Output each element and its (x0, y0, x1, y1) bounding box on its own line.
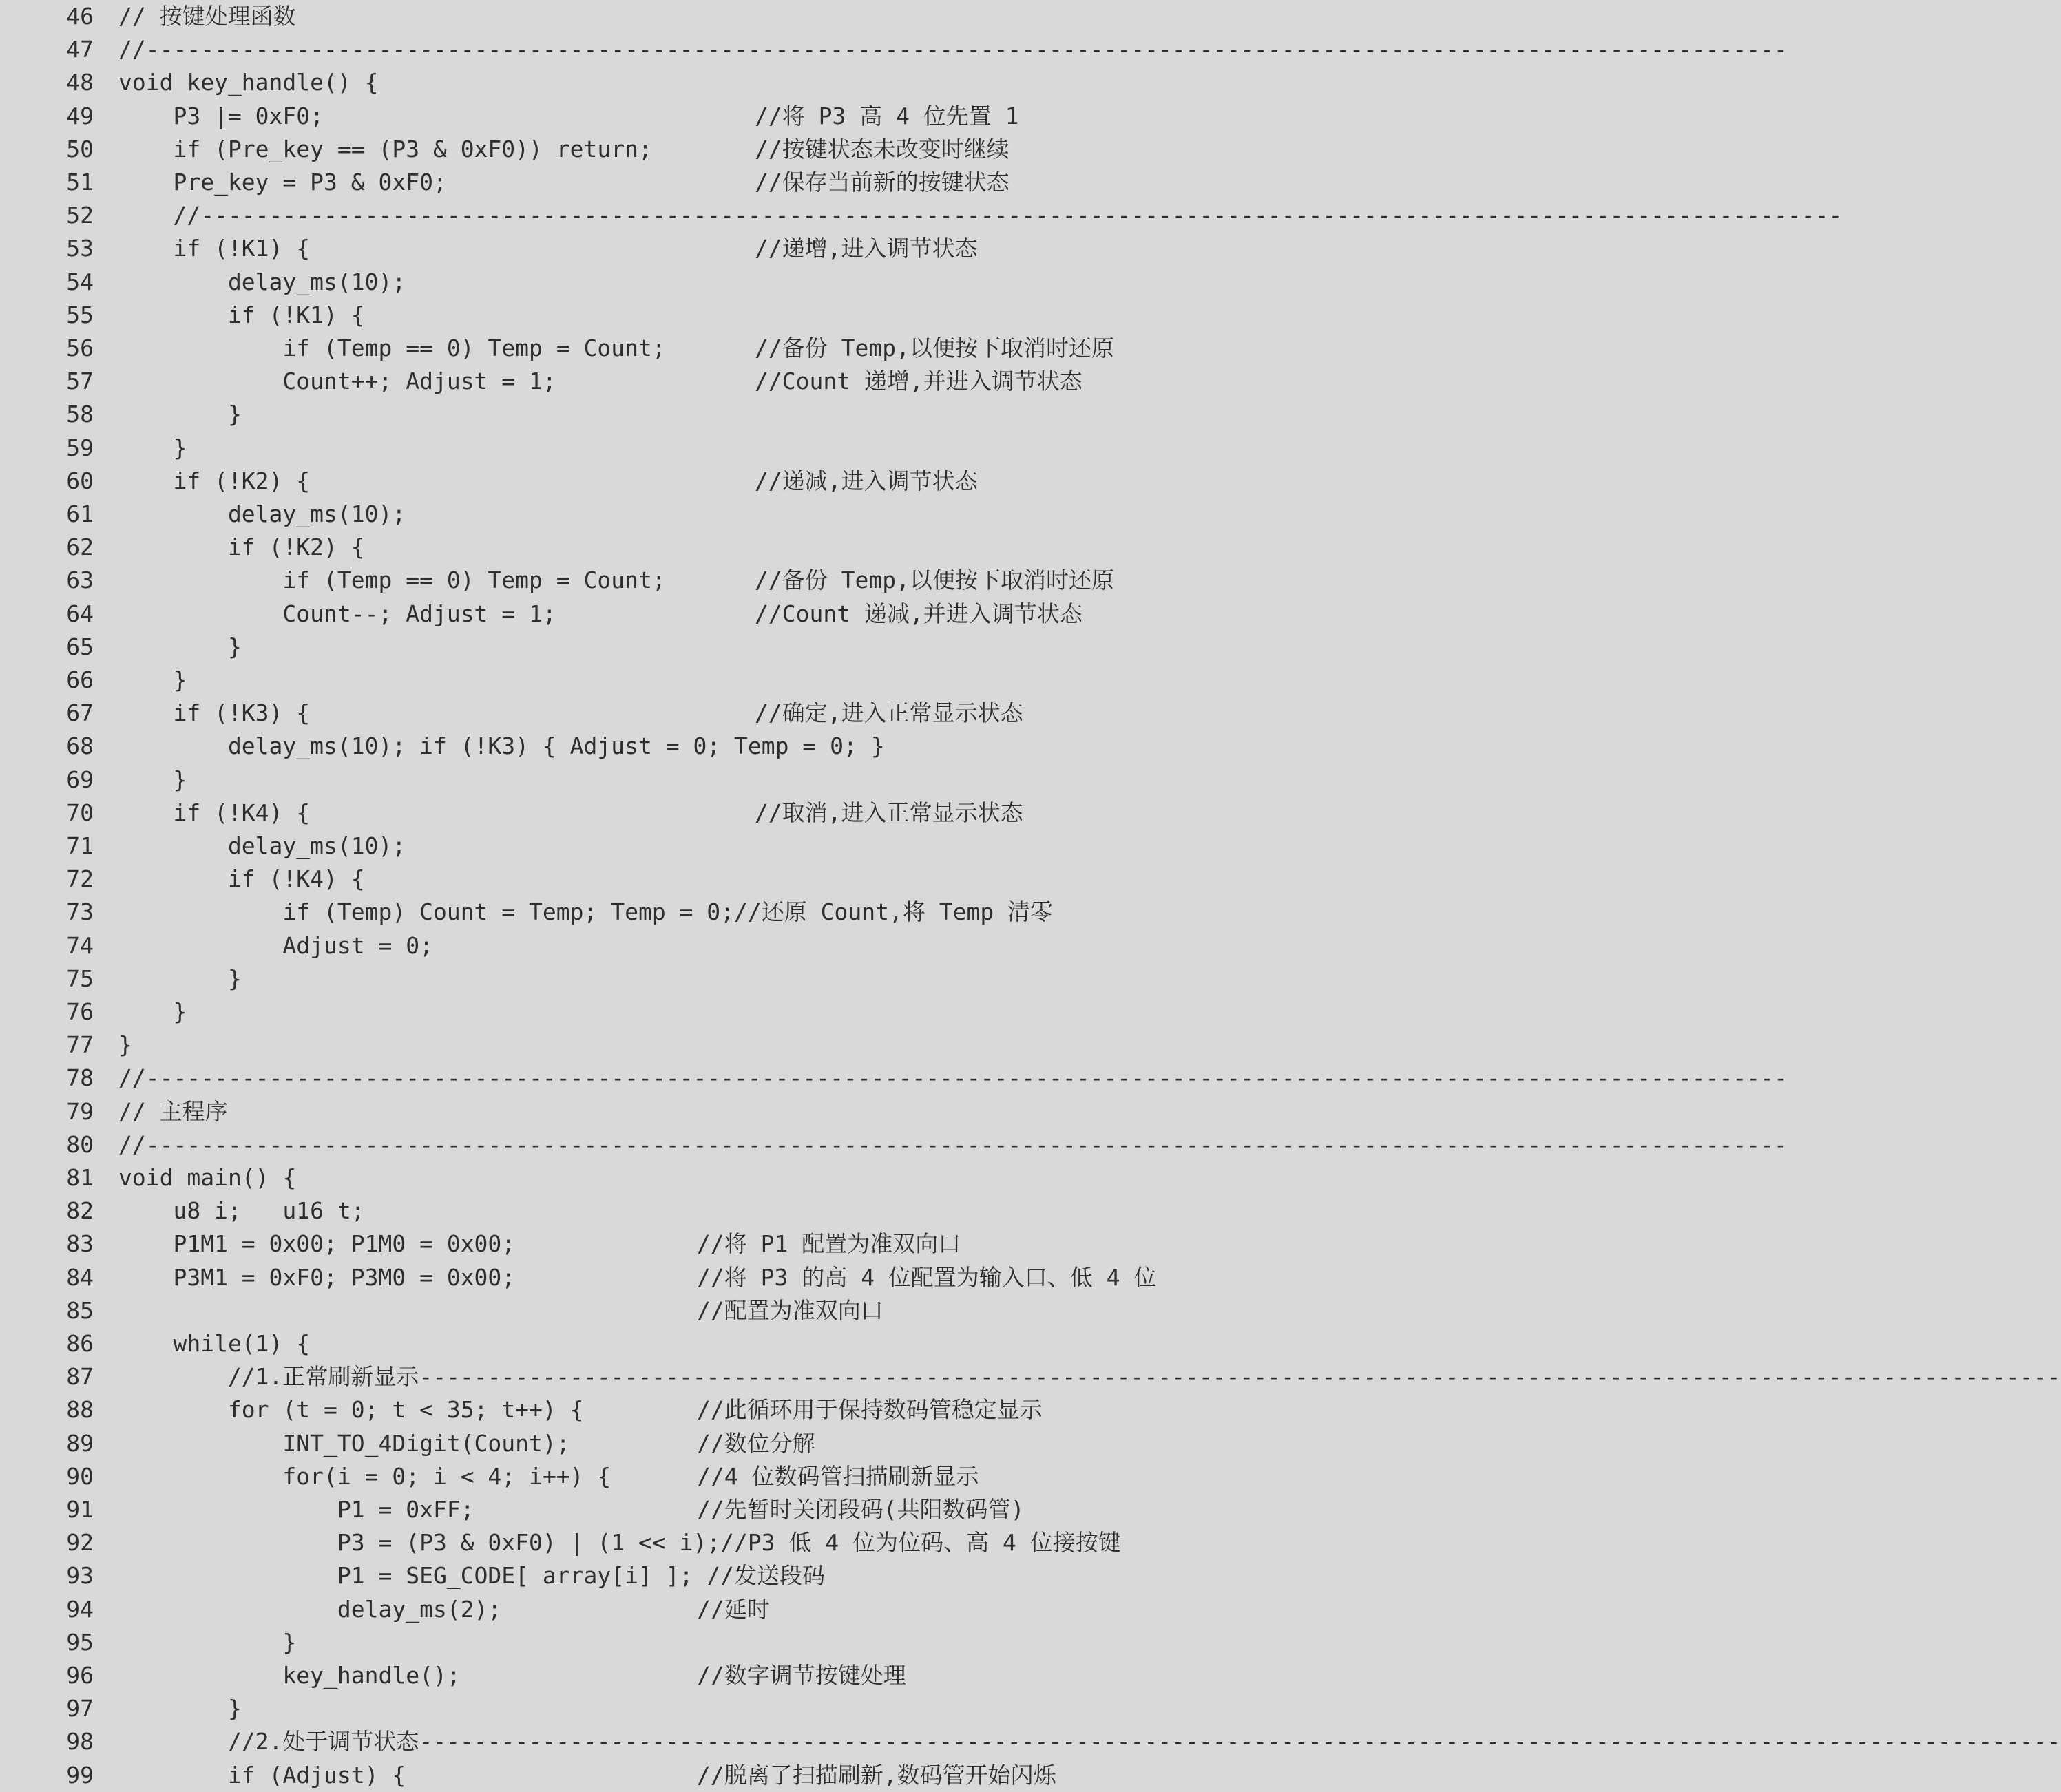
code-text: Count--; Adjust = 1; (118, 600, 556, 627)
line-number: 57 (66, 368, 94, 395)
code-line (0, 133, 1185, 166)
code-line (0, 1460, 1185, 1493)
line-number: 87 (66, 1363, 94, 1391)
code-line (0, 1526, 1185, 1559)
line-number: 78 (66, 1064, 94, 1092)
code-text: P3 = (P3 & 0xF0) | (1 << i);//P3 低 4 位为位码、高 4 位接按键 (118, 1529, 1121, 1557)
code-text: if (Temp == 0) Temp = Count; (118, 335, 666, 361)
code-line (0, 465, 1185, 498)
code-line (0, 598, 1185, 631)
code-text: } (118, 401, 242, 428)
code-comment: //4 位数码管扫描刷新显示 (697, 1462, 979, 1490)
code-text: Pre_key = P3 & 0xF0; (118, 169, 447, 196)
code-line (0, 995, 1185, 1029)
code-line (0, 1427, 1185, 1460)
code-text: for (t = 0; t < 35; t++) { (118, 1396, 584, 1424)
line-number: 95 (66, 1628, 94, 1656)
code-text: Adjust = 0; (118, 931, 433, 959)
code-text: // 主程序 (118, 1097, 228, 1125)
code-text: P1 = SEG_CODE[ array[i] ]; //发送段码 (118, 1562, 826, 1590)
code-text: } (118, 666, 187, 693)
line-number: 63 (66, 567, 94, 594)
line-number: 56 (66, 335, 94, 361)
code-line (0, 1759, 1185, 1792)
code-text: //1.正常刷新显示------------------------------------------------------------------------------------------------------------------------ (118, 1363, 2061, 1391)
code-text: u8 i; u16 t; (118, 1197, 365, 1225)
line-number: 60 (66, 467, 94, 494)
code-line (0, 1128, 1788, 1161)
line-number: 81 (66, 1164, 94, 1191)
code-comment: //保存当前新的按键状态 (755, 169, 1009, 196)
code-comment: //备份 Temp,以便按下取消时还原 (755, 335, 1114, 361)
line-number: 84 (66, 1263, 94, 1291)
line-number: 92 (66, 1529, 94, 1557)
code-line (0, 1029, 1185, 1062)
code-text: delay_ms(10); (118, 268, 406, 295)
code-text: } (118, 998, 187, 1025)
code-line (0, 398, 1185, 431)
line-number: 68 (66, 732, 94, 760)
code-text: Count++; Adjust = 1; (118, 368, 556, 395)
code-line (0, 896, 1185, 929)
line-number: 93 (66, 1562, 94, 1590)
code-line (0, 797, 1185, 830)
code-text: P3 |= 0xF0; (118, 102, 324, 129)
code-text: if (!K3) { (118, 699, 311, 727)
code-comment: //数字调节按键处理 (697, 1662, 906, 1689)
code-line (0, 1659, 1185, 1692)
code-line (0, 697, 1185, 730)
code-comment: //先暂时关闭段码(共阳数码管) (697, 1496, 1025, 1523)
code-text: while(1) { (118, 1330, 311, 1357)
line-number: 51 (66, 169, 94, 196)
code-comment: //延时 (697, 1595, 770, 1623)
code-line (0, 1593, 1185, 1626)
code-comment: //将 P3 的高 4 位配置为输入口、低 4 位 (697, 1263, 1157, 1291)
code-line (0, 1692, 1185, 1725)
code-text: if (!K1) { (118, 235, 311, 262)
code-line (0, 1393, 1185, 1426)
code-line (0, 365, 1185, 398)
code-text: for(i = 0; i < 4; i++) { (118, 1462, 611, 1490)
line-number: 49 (66, 102, 94, 129)
code-text: } (118, 1031, 132, 1059)
code-line (0, 863, 1185, 896)
line-number: 98 (66, 1728, 94, 1756)
code-line (0, 830, 1185, 863)
code-text: } (118, 1695, 242, 1722)
line-number: 94 (66, 1595, 94, 1623)
code-text: P3M1 = 0xF0; P3M0 = 0x00; (118, 1263, 516, 1291)
line-number: 46 (66, 3, 94, 30)
code-line (0, 0, 1185, 33)
line-number: 70 (66, 799, 94, 826)
code-text: void key_handle() { (118, 69, 379, 96)
code-comment: //脱离了扫描刷新,数码管开始闪烁 (697, 1761, 1056, 1789)
code-comment: //将 P3 高 4 位先置 1 (755, 102, 1019, 129)
code-line (0, 1559, 1185, 1592)
code-line (0, 531, 1185, 564)
code-line (0, 1062, 1788, 1095)
line-number: 86 (66, 1330, 94, 1357)
code-text: } (118, 766, 187, 793)
code-comment: //确定,进入正常显示状态 (755, 699, 1023, 727)
code-line (0, 1493, 1185, 1526)
line-number: 72 (66, 865, 94, 893)
line-number: 55 (66, 301, 94, 328)
code-line (0, 199, 1843, 232)
code-comment: //此循环用于保持数码管稳定显示 (697, 1396, 1043, 1424)
line-number: 47 (66, 36, 94, 63)
code-text: //------------------------------------------------------------------------------------------------------------------------ (118, 36, 1788, 63)
line-number: 88 (66, 1396, 94, 1424)
code-line (0, 1360, 2061, 1393)
code-line (0, 66, 1185, 99)
code-text: //------------------------------------------------------------------------------------------------------------------------ (118, 202, 1843, 229)
line-number: 82 (66, 1197, 94, 1225)
code-text: } (118, 1628, 297, 1656)
code-text: } (118, 964, 242, 992)
code-text: // 按键处理函数 (118, 3, 296, 30)
code-comment: //Count 递减,并进入调节状态 (755, 600, 1082, 627)
line-number: 74 (66, 931, 94, 959)
code-text: P1 = 0xFF; (118, 1496, 474, 1523)
line-number: 69 (66, 766, 94, 793)
code-line (0, 1227, 1185, 1261)
code-comment: //取消,进入正常显示状态 (755, 799, 1023, 826)
code-line (0, 100, 1185, 133)
code-text: if (!K4) { (118, 865, 365, 893)
code-line (0, 266, 1185, 299)
code-line (0, 232, 1185, 265)
line-number: 96 (66, 1662, 94, 1689)
code-comment: //递减,进入调节状态 (755, 467, 978, 494)
code-line (0, 166, 1185, 199)
code-text: if (Adjust) { (118, 1761, 406, 1789)
code-line (0, 498, 1185, 531)
line-number: 97 (66, 1695, 94, 1722)
code-line (0, 432, 1185, 465)
line-number: 58 (66, 401, 94, 428)
code-text: delay_ms(10); (118, 832, 406, 859)
code-text: P1M1 = 0x00; P1M0 = 0x00; (118, 1230, 516, 1258)
line-number: 90 (66, 1462, 94, 1490)
line-number: 52 (66, 202, 94, 229)
code-text: //2.处于调节状态------------------------------------------------------------------------------------------------------------------------ (118, 1728, 2061, 1756)
code-text: if (!K4) { (118, 799, 311, 826)
line-number: 91 (66, 1496, 94, 1523)
code-line (0, 1095, 1185, 1128)
code-line (0, 929, 1185, 962)
line-number: 61 (66, 500, 94, 527)
line-number: 76 (66, 998, 94, 1025)
code-line (0, 332, 1185, 365)
code-text: void main() { (118, 1164, 297, 1191)
line-number: 54 (66, 268, 94, 295)
line-number: 80 (66, 1130, 94, 1158)
code-line (0, 1294, 1185, 1327)
code-line (0, 33, 1788, 66)
code-text: if (Temp == 0) Temp = Count; (118, 567, 666, 594)
code-text: if (!K1) { (118, 301, 365, 328)
line-number: 85 (66, 1296, 94, 1324)
code-line (0, 664, 1185, 697)
code-line (0, 962, 1185, 995)
line-number: 79 (66, 1097, 94, 1125)
code-line (0, 631, 1185, 664)
line-number: 64 (66, 600, 94, 627)
line-number: 59 (66, 434, 94, 461)
line-number: 83 (66, 1230, 94, 1258)
code-text: delay_ms(10); (118, 500, 406, 527)
code-comment: //配置为准双向口 (697, 1296, 883, 1324)
line-number: 66 (66, 666, 94, 693)
code-line (0, 1261, 1185, 1294)
code-line (0, 1327, 1185, 1360)
code-text: } (118, 633, 242, 660)
line-number: 50 (66, 135, 94, 162)
line-number: 48 (66, 69, 94, 96)
code-comment: //数位分解 (697, 1429, 815, 1457)
code-comment: //按键状态未改变时继续 (755, 135, 1009, 162)
code-text: if (!K2) { (118, 534, 365, 561)
code-line (0, 730, 1185, 763)
line-number: 99 (66, 1761, 94, 1789)
code-text: key_handle(); (118, 1662, 461, 1689)
line-number: 71 (66, 832, 94, 859)
line-number: 77 (66, 1031, 94, 1059)
code-text: if (!K2) { (118, 467, 311, 494)
code-text: //------------------------------------------------------------------------------------------------------------------------ (118, 1130, 1788, 1158)
line-number: 65 (66, 633, 94, 660)
code-line (0, 564, 1185, 597)
code-comment: //递增,进入调节状态 (755, 235, 978, 262)
code-text: delay_ms(10); if (!K3) { Adjust = 0; Temp = 0; } (118, 732, 885, 760)
line-number: 89 (66, 1429, 94, 1457)
code-line (0, 1161, 1185, 1194)
code-text: if (Pre_key == (P3 & 0xF0)) return; (118, 135, 652, 162)
code-text: if (Temp) Count = Temp; Temp = 0;//还原 Count,将 Temp 清零 (118, 898, 1054, 926)
code-text: //------------------------------------------------------------------------------------------------------------------------ (118, 1064, 1788, 1092)
line-number: 67 (66, 699, 94, 727)
code-text: delay_ms(2); (118, 1595, 502, 1623)
code-comment: //将 P1 配置为准双向口 (697, 1230, 961, 1258)
line-number: 53 (66, 235, 94, 262)
code-text: } (118, 434, 187, 461)
line-number: 75 (66, 964, 94, 992)
line-number: 62 (66, 534, 94, 561)
line-number: 73 (66, 898, 94, 926)
code-comment: //备份 Temp,以便按下取消时还原 (755, 567, 1114, 594)
code-text: INT_TO_4Digit(Count); (118, 1429, 570, 1457)
code-line (0, 1626, 1185, 1659)
code-line (0, 1194, 1185, 1227)
code-line (0, 299, 1185, 332)
code-line (0, 763, 1185, 797)
code-line (0, 1725, 2061, 1758)
code-comment: //Count 递增,并进入调节状态 (755, 368, 1082, 395)
